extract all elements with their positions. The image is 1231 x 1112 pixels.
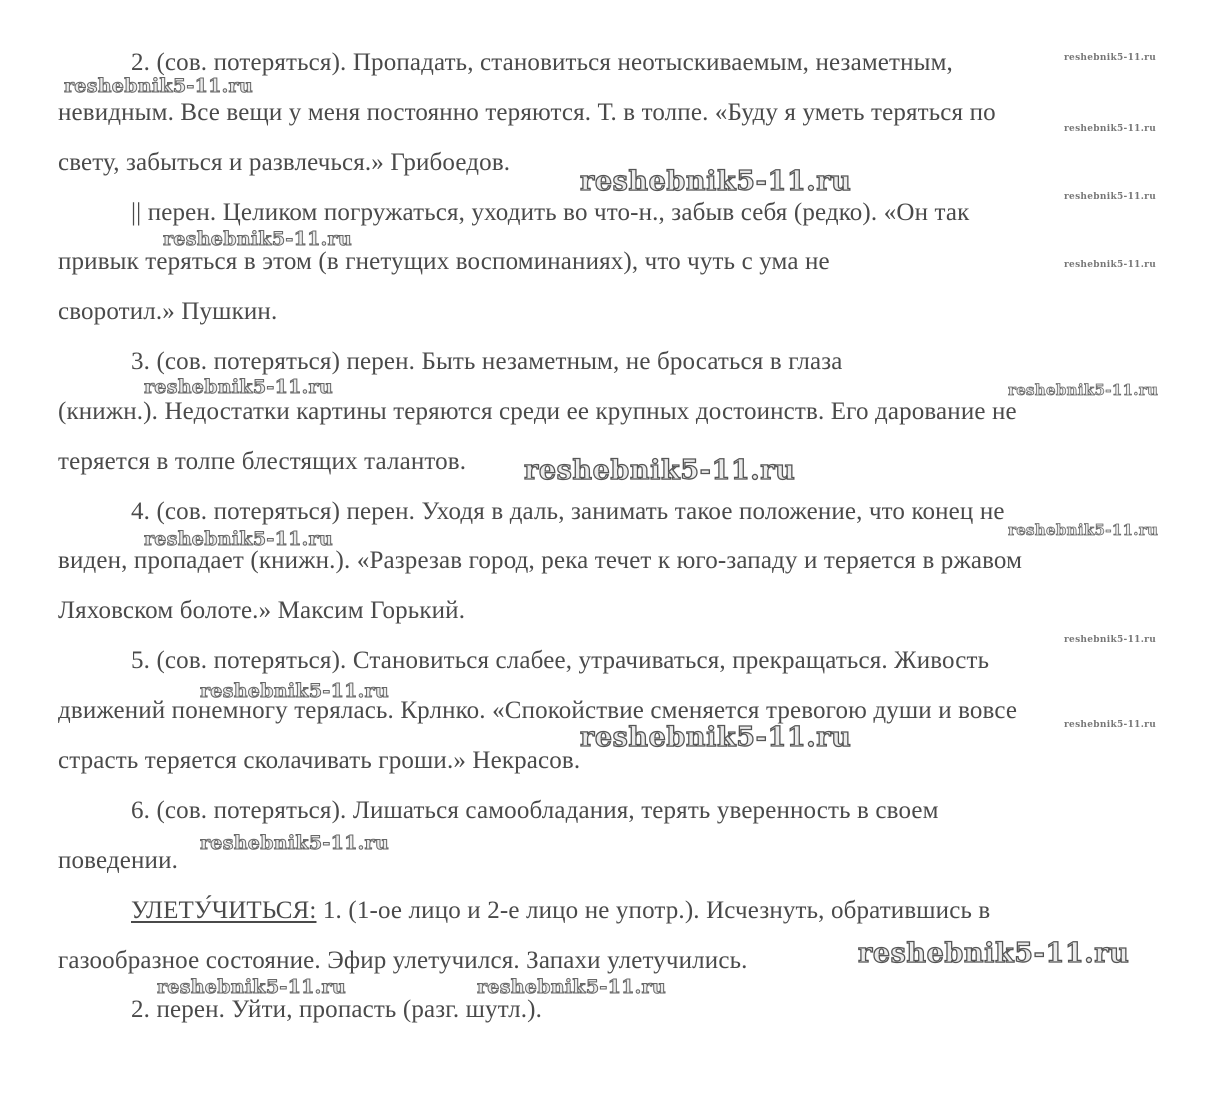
watermark: reshebnik5-11.ru [1008, 381, 1159, 399]
text-line: привык теряться в этом (в гнетущих воспоминаниях), что чуть с ума не [58, 248, 830, 275]
text-line: невидным. Все вещи у меня постоянно теряются. Т. в толпе. «Буду я уметь теряться по [58, 99, 996, 126]
watermark: reshebnik5-11.ru [1064, 260, 1157, 270]
text-line: Ляховском болоте.» Максим Горький. [58, 597, 466, 624]
text-line [131, 896, 990, 926]
text-line: 4. (сов. потеряться) перен. Уходя в даль, занимать такое положение, что конец не [131, 498, 1005, 525]
text-line: (книжн.). Недостатки картины теряются среди ее крупных достоинств. Его дарование не [58, 398, 1017, 425]
watermark: reshebnik5-11.ru [1064, 635, 1157, 645]
text-line: 5. (сов. потеряться). Становиться слабее, утрачиваться, прекращаться. Живость [131, 647, 990, 674]
watermark: reshebnik5-11.ru [580, 166, 852, 197]
text-line: 1. (1-ое лицо и 2-е лицо не употр.). Исчезнуть, обратившись в [322, 897, 991, 924]
text-line: свету, забыться и развлечься.» Грибоедов. [58, 149, 511, 176]
watermark: reshebnik5-11.ru [200, 832, 389, 854]
watermark: reshebnik5-11.ru [1064, 124, 1157, 134]
watermark: reshebnik5-11.ru [1064, 192, 1157, 202]
watermark: reshebnik5-11.ru [580, 722, 852, 753]
text-line: || перен. Целиком погружаться, уходить во что-н., забыв себя (редко). «Он так [131, 199, 970, 226]
text-line: поведении. [58, 847, 179, 874]
text-line: 2. (сов. потеряться). Пропадать, становиться неотыскиваемым, незаметным, [131, 49, 953, 76]
text-line: виден, пропадает (книжн.). «Разрезав город, река течет к юго-западу и теряется в ржавом [58, 547, 1023, 574]
watermark: reshebnik5-11.ru [144, 528, 333, 550]
text-line: 3. (сов. потеряться) перен. Быть незаметным, не бросаться в глаза [131, 348, 843, 375]
watermark: reshebnik5-11.ru [200, 680, 389, 702]
watermark: reshebnik5-11.ru [157, 976, 346, 998]
watermark: reshebnik5-11.ru [163, 228, 352, 250]
headword: УЛЕТУ́ЧИТЬСЯ: [131, 897, 317, 924]
watermark: reshebnik5-11.ru [477, 976, 666, 998]
watermark: reshebnik5-11.ru [64, 75, 253, 97]
watermark: reshebnik5-11.ru [524, 455, 796, 486]
text-line: газообразное состояние. Эфир улетучился. Запахи улетучились. [58, 947, 748, 974]
text-line: страсть теряется сколачивать гроши.» Некрасов. [58, 747, 581, 774]
watermark: reshebnik5-11.ru [858, 938, 1130, 969]
watermark: reshebnik5-11.ru [1064, 53, 1157, 63]
text-line: 2. перен. Уйти, пропасть (разг. шутл.). [131, 996, 543, 1023]
watermark: reshebnik5-11.ru [144, 376, 333, 398]
watermark: reshebnik5-11.ru [1008, 521, 1159, 539]
text-line: движений понемногу терялась. Крлнко. «Спокойствие сменяется тревогою души и вовсе [58, 697, 1018, 724]
text-line: 6. (сов. потеряться). Лишаться самообладания, терять уверенность в своем [131, 797, 939, 824]
text-line: теряется в толпе блестящих талантов. [58, 448, 467, 475]
text-line: своротил.» Пушкин. [58, 298, 278, 325]
watermark: reshebnik5-11.ru [1064, 720, 1157, 730]
